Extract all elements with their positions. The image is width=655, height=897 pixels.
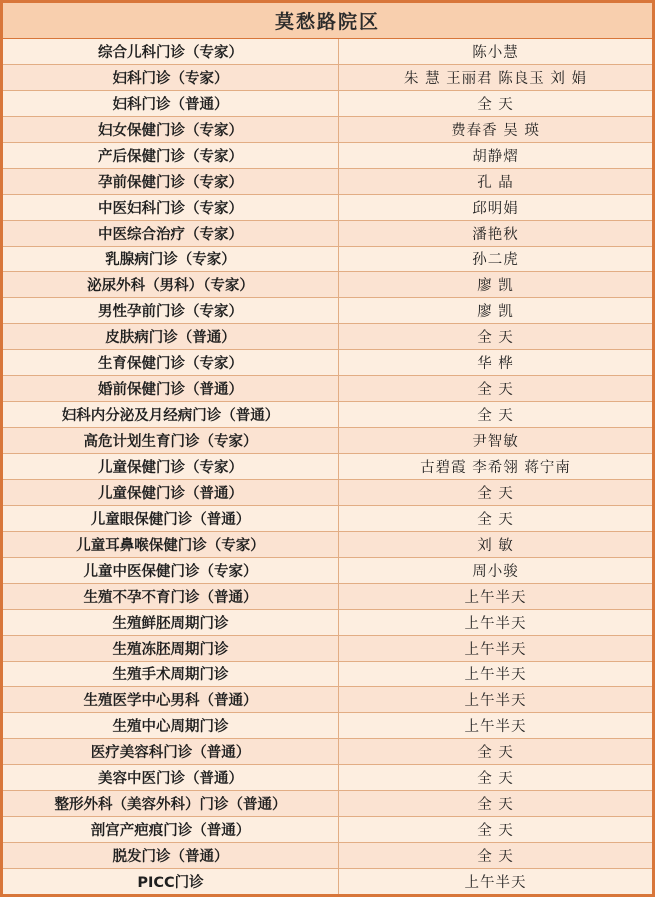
department-label: 剖宫产疤痕门诊（普通）	[90, 823, 251, 840]
department-label: 妇科内分泌及月经病门诊（普通）	[61, 408, 280, 425]
doctors-label: 全 天	[477, 745, 514, 762]
table-row	[3, 117, 652, 143]
cell-department	[3, 687, 339, 712]
cell-doctors	[339, 532, 652, 557]
table-row	[3, 713, 652, 739]
department-label: 脱发门诊（普通）	[112, 849, 229, 866]
doctors-label: 廖 凯	[477, 278, 514, 295]
cell-department	[3, 791, 339, 816]
department-label: 生殖不孕不育门诊（普通）	[83, 589, 258, 606]
cell-department	[3, 298, 339, 323]
table-row	[3, 506, 652, 532]
doctors-label: 上午半天	[464, 589, 527, 606]
cell-department	[3, 558, 339, 583]
cell-doctors	[339, 117, 652, 142]
doctors-label: 潘艳秋	[472, 226, 519, 243]
department-label: 高危计划生育门诊（专家）	[83, 434, 258, 451]
doctors-label: 华 桦	[477, 356, 514, 373]
cell-doctors	[339, 739, 652, 764]
cell-doctors	[339, 350, 652, 375]
doctors-label: 周小骏	[472, 563, 519, 580]
cell-department	[3, 221, 339, 246]
doctors-label: 全 天	[477, 797, 514, 814]
table-row	[3, 791, 652, 817]
cell-department	[3, 713, 339, 738]
table-row	[3, 739, 652, 765]
cell-doctors	[339, 843, 652, 868]
cell-doctors	[339, 687, 652, 712]
cell-doctors	[339, 791, 652, 816]
department-label: 婚前保健门诊（普通）	[98, 382, 243, 399]
cell-doctors	[339, 869, 652, 894]
doctors-label: 胡静熠	[472, 148, 519, 165]
cell-doctors	[339, 610, 652, 635]
cell-department	[3, 584, 339, 609]
doctors-label: 全 天	[477, 382, 514, 399]
table-row	[3, 324, 652, 350]
doctors-label: 全 天	[477, 511, 514, 528]
doctors-label: 全 天	[477, 408, 514, 425]
cell-department	[3, 739, 339, 764]
department-label: 生殖医学中心男科（普通）	[83, 693, 258, 710]
department-label: 妇科门诊（普通）	[112, 96, 229, 113]
doctors-label: 全 天	[477, 771, 514, 788]
schedule-table	[3, 39, 652, 894]
table-row	[3, 298, 652, 324]
table-row	[3, 480, 652, 506]
doctors-label: 陈小慧	[472, 44, 519, 61]
doctors-label: 邱明娟	[472, 200, 519, 217]
table-row	[3, 272, 652, 298]
table-row	[3, 39, 652, 65]
department-label: 儿童中医保健门诊（专家）	[83, 563, 258, 580]
cell-doctors	[339, 91, 652, 116]
cell-doctors	[339, 636, 652, 661]
department-label: 美容中医门诊（普通）	[98, 771, 243, 788]
department-label: 生殖鲜胚周期门诊	[112, 615, 229, 632]
cell-doctors	[339, 506, 652, 531]
department-label: 中医综合治疗（专家）	[98, 226, 243, 243]
cell-doctors	[339, 65, 652, 90]
cell-department	[3, 506, 339, 531]
doctors-label: 朱 慧 王丽君 陈良玉 刘 娟	[403, 70, 588, 87]
department-label: 整形外科（美容外科）门诊（普通）	[54, 797, 287, 814]
table-row	[3, 143, 652, 169]
cell-department	[3, 428, 339, 453]
cell-department	[3, 91, 339, 116]
cell-department	[3, 454, 339, 479]
doctors-label: 尹智敏	[472, 434, 519, 451]
cell-doctors	[339, 221, 652, 246]
cell-doctors	[339, 662, 652, 687]
table-row	[3, 454, 652, 480]
department-label: 生育保健门诊（专家）	[98, 356, 243, 373]
cell-department	[3, 402, 339, 427]
doctors-label: 孔 晶	[477, 174, 514, 191]
doctors-label: 廖 凯	[477, 304, 514, 321]
doctors-label: 刘 敏	[477, 537, 514, 554]
table-row	[3, 428, 652, 454]
table-row	[3, 195, 652, 221]
doctors-label: 上午半天	[464, 719, 527, 736]
doctors-label: 孙二虎	[472, 252, 519, 269]
cell-doctors	[339, 298, 652, 323]
table-row	[3, 350, 652, 376]
cell-doctors	[339, 454, 652, 479]
cell-department	[3, 376, 339, 401]
table-row	[3, 532, 652, 558]
cell-department	[3, 324, 339, 349]
table-row	[3, 402, 652, 428]
table-row	[3, 687, 652, 713]
department-label: 医疗美容科门诊（普通）	[90, 745, 251, 762]
department-label: 生殖手术周期门诊	[112, 667, 229, 684]
cell-department	[3, 169, 339, 194]
cell-department	[3, 843, 339, 868]
table-row	[3, 169, 652, 195]
cell-doctors	[339, 713, 652, 738]
table-row	[3, 91, 652, 117]
department-label: 儿童保健门诊（专家）	[98, 459, 243, 476]
department-label: 妇科门诊（专家）	[112, 70, 229, 87]
cell-doctors	[339, 402, 652, 427]
cell-department	[3, 143, 339, 168]
cell-doctors	[339, 480, 652, 505]
cell-department	[3, 480, 339, 505]
table-row	[3, 636, 652, 662]
table-row	[3, 610, 652, 636]
table-row	[3, 65, 652, 91]
cell-doctors	[339, 195, 652, 220]
cell-department	[3, 765, 339, 790]
cell-doctors	[339, 376, 652, 401]
cell-department	[3, 65, 339, 90]
department-label: 妇女保健门诊（专家）	[98, 122, 243, 139]
doctors-label: 全 天	[477, 823, 514, 840]
department-label: 儿童耳鼻喉保健门诊（专家）	[76, 537, 265, 554]
department-label: 中医妇科门诊（专家）	[98, 200, 243, 217]
table-row	[3, 558, 652, 584]
department-label: 生殖冻胚周期门诊	[112, 641, 229, 658]
cell-department	[3, 39, 339, 64]
doctors-label: 上午半天	[464, 641, 527, 658]
department-label: 产后保健门诊（专家）	[98, 148, 243, 165]
table-row	[3, 817, 652, 843]
department-label: 儿童保健门诊（普通）	[98, 485, 243, 502]
cell-department	[3, 532, 339, 557]
doctors-label: 全 天	[477, 485, 514, 502]
table-row	[3, 662, 652, 688]
cell-doctors	[339, 817, 652, 842]
cell-department	[3, 610, 339, 635]
cell-department	[3, 817, 339, 842]
doctors-label: 古碧霞 李希翎 蒋宁南	[420, 459, 571, 476]
department-label: 综合儿科门诊（专家）	[98, 44, 243, 61]
table-row	[3, 221, 652, 247]
department-label: 乳腺病门诊（专家）	[105, 252, 236, 269]
table-row	[3, 765, 652, 791]
doctors-label: 上午半天	[464, 874, 527, 891]
cell-doctors	[339, 247, 652, 272]
cell-department	[3, 272, 339, 297]
cell-doctors	[339, 428, 652, 453]
cell-doctors	[339, 324, 652, 349]
doctors-label: 上午半天	[464, 667, 527, 684]
cell-department	[3, 662, 339, 687]
page-title: 莫愁路院区	[274, 11, 380, 33]
cell-department	[3, 350, 339, 375]
cell-department	[3, 195, 339, 220]
department-label: 生殖中心周期门诊	[112, 719, 229, 736]
sheet-title-row	[3, 3, 652, 39]
cell-doctors	[339, 584, 652, 609]
table-row	[3, 247, 652, 273]
department-label: 男性孕前门诊（专家）	[98, 304, 243, 321]
department-label: 泌尿外科（男科）（专家）	[87, 278, 254, 295]
doctors-label: 上午半天	[464, 615, 527, 632]
doctors-label: 全 天	[477, 849, 514, 866]
cell-doctors	[339, 558, 652, 583]
cell-doctors	[339, 39, 652, 64]
doctors-label: 全 天	[477, 330, 514, 347]
cell-department	[3, 636, 339, 661]
table-row	[3, 869, 652, 894]
cell-doctors	[339, 143, 652, 168]
department-label: 皮肤病门诊（普通）	[105, 330, 236, 347]
table-row	[3, 843, 652, 869]
cell-department	[3, 117, 339, 142]
cell-department	[3, 247, 339, 272]
cell-doctors	[339, 169, 652, 194]
cell-doctors	[339, 272, 652, 297]
table-row	[3, 376, 652, 402]
department-label: 儿童眼保健门诊（普通）	[90, 511, 251, 528]
department-label: PICC门诊	[137, 874, 204, 891]
doctors-label: 费春香 吴 瑛	[451, 122, 540, 139]
cell-doctors	[339, 765, 652, 790]
doctors-label: 上午半天	[464, 693, 527, 710]
doctors-label: 全 天	[477, 96, 514, 113]
department-label: 孕前保健门诊（专家）	[98, 174, 243, 191]
table-row	[3, 584, 652, 610]
cell-department	[3, 869, 339, 894]
